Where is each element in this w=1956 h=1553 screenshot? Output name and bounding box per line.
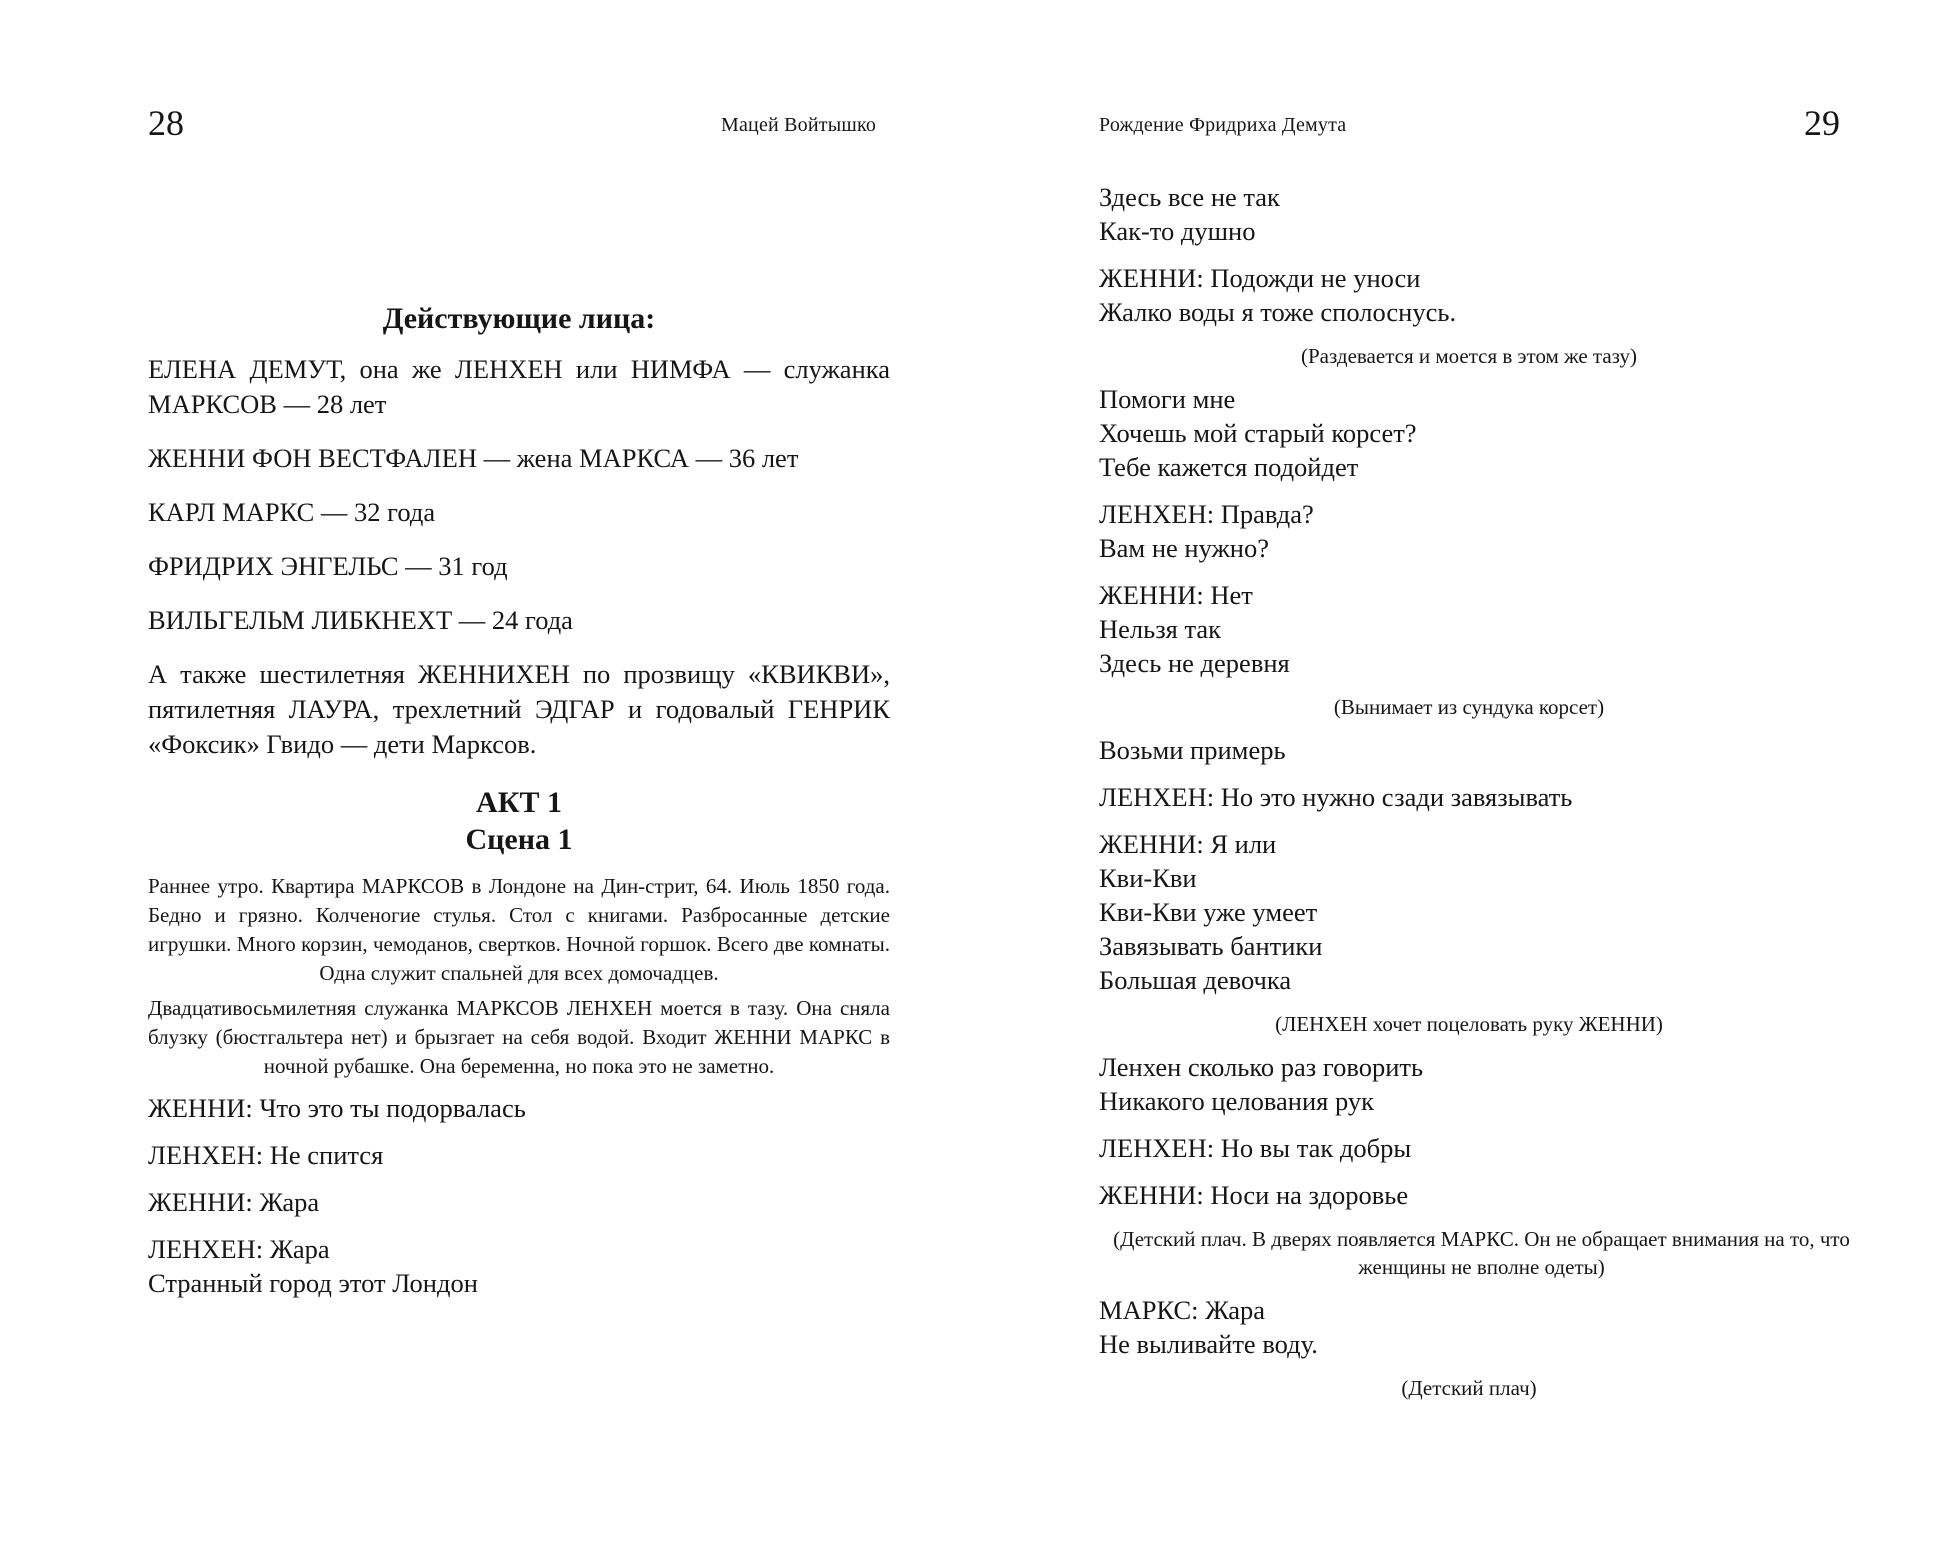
page-number: 29 bbox=[1804, 103, 1840, 143]
stage-direction: (ЛЕНХЕН хочет поцеловать руку ЖЕННИ) bbox=[1275, 1012, 1663, 1036]
cast-item: ЕЛЕНА ДЕМУТ, она же ЛЕНХЕН или НИМФА — служанка МАРКСОВ — 28 лет bbox=[148, 354, 890, 419]
act-title: АКТ 1 bbox=[476, 786, 562, 819]
dialogue-block bbox=[1099, 780, 1839, 814]
stage-direction: (Детский плач. В дверях появляется МАРКС. Он не обращает внимания на то, что женщины не вполне одеты) bbox=[1113, 1227, 1850, 1279]
dialogue-line: ЖЕННИ: Что это ты подорвалась bbox=[148, 1093, 526, 1123]
dialogue-line: ЛЕНХЕН: Правда? bbox=[1099, 499, 1314, 529]
dialogue-line: Никакого целования рук bbox=[1099, 1086, 1374, 1116]
stage-direction: Раннее утро. Квартира МАРКСОВ в Лондоне на Дин-стрит, 64. Июль 1850 года. Бедно и грязно. Колченогие стулья. Стол с книгами. Разбросанные детские игрушки. Много корзин, чемоданов, свертков. Ночной горшок. Всего две комнаты. Одна служит спальней для всех домочадцев. bbox=[148, 874, 890, 985]
dialogue-block bbox=[1099, 578, 1839, 680]
dialogue-block bbox=[1099, 1050, 1839, 1118]
dialogue-line: Как-то душно bbox=[1099, 216, 1256, 246]
act-scene-heading bbox=[148, 784, 890, 858]
dialogue-line: ЖЕННИ: Я или bbox=[1099, 829, 1277, 859]
dialogue-block bbox=[148, 1091, 890, 1125]
dialogue-line: Ленхен сколько раз говорить bbox=[1099, 1052, 1424, 1082]
dialogue-line: ЖЕННИ: Нет bbox=[1099, 580, 1253, 610]
dialogue-line: Нельзя так bbox=[1099, 614, 1222, 644]
right-page bbox=[978, 0, 1956, 1553]
dialogue-block bbox=[148, 1138, 890, 1172]
dialogue-block bbox=[1099, 497, 1839, 565]
dialogue-block bbox=[1099, 261, 1839, 329]
dialogue-line: Кви-Кви bbox=[1099, 863, 1197, 893]
dialogue-line: ЛЕНХЕН: Но вы так добры bbox=[1099, 1133, 1412, 1163]
page-number: 28 bbox=[148, 103, 184, 143]
dialogue-line: Вам не нужно? bbox=[1099, 533, 1269, 563]
dialogue-line: МАРКС: Жара bbox=[1099, 1295, 1265, 1325]
cast-item: ЖЕННИ ФОН ВЕСТФАЛЕН — жена МАРКСА — 36 лет bbox=[148, 443, 799, 473]
cast-item: ФРИДРИХ ЭНГЕЛЬС — 31 год bbox=[148, 551, 508, 581]
stage-direction: (Детский плач) bbox=[1401, 1376, 1537, 1400]
dialogue-line: ЖЕННИ: Жара bbox=[148, 1187, 320, 1217]
scene-title: Сцена 1 bbox=[465, 823, 573, 856]
cast-heading: Действующие лица: bbox=[382, 302, 656, 335]
dialogue-block bbox=[1099, 1293, 1839, 1361]
dialogue-line: Завязывать бантики bbox=[1099, 931, 1323, 961]
dialogue-line: ЛЕНХЕН: Но это нужно сзади завязывать bbox=[1099, 782, 1573, 812]
dialogue-line: Здесь не деревня bbox=[1099, 648, 1290, 678]
dialogue-line: Кви-Кви уже умеет bbox=[1099, 897, 1318, 927]
dialogue-block bbox=[1099, 1131, 1839, 1165]
dialogue-line: Большая девочка bbox=[1099, 965, 1292, 995]
dialogue-line: ЖЕННИ: Подожди не уноси bbox=[1099, 263, 1421, 293]
dialogue-block bbox=[1099, 1178, 1839, 1212]
left-column bbox=[148, 300, 890, 1313]
stage-direction: (Вынимает из сундука корсет) bbox=[1333, 695, 1605, 719]
dialogue-block bbox=[148, 1185, 890, 1219]
dialogue-line: Хочешь мой старый корсет? bbox=[1099, 418, 1417, 448]
running-head-author: Мацей Войтышко bbox=[721, 114, 877, 136]
dialogue-block bbox=[148, 1232, 890, 1300]
cast-item: А также шестилетняя ЖЕННИХЕН по прозвищу «КВИКВИ», пятилетняя ЛАУРА, трехлетний ЭДГАР и годовалый ГЕНРИК «Фоксик» Гвидо — дети Марксов. bbox=[148, 659, 890, 759]
dialogue-line: ЖЕННИ: Носи на здоровье bbox=[1099, 1180, 1409, 1210]
dialogue-line: Не выливайте воду. bbox=[1099, 1329, 1318, 1359]
dialogue-line: ЛЕНХЕН: Не спится bbox=[148, 1140, 384, 1170]
dialogue-line: Здесь все не так bbox=[1099, 182, 1280, 212]
dialogue-line: ЛЕНХЕН: Жара bbox=[148, 1234, 330, 1264]
dialogue-line: Тебе кажется подойдет bbox=[1099, 452, 1359, 482]
dialogue-line: Возьми примерь bbox=[1099, 735, 1286, 765]
dialogue-line: Помоги мне bbox=[1099, 384, 1236, 414]
dialogue-line: Странный город этот Лондон bbox=[148, 1268, 478, 1298]
dialogue-block bbox=[1099, 180, 1839, 248]
running-head-title: Рождение Фридриха Демута bbox=[1099, 114, 1347, 136]
dialogue-block bbox=[1099, 382, 1839, 484]
cast-item: ВИЛЬГЕЛЬМ ЛИБКНЕХТ — 24 года bbox=[148, 605, 573, 635]
dialogue-block bbox=[1099, 827, 1839, 997]
cast-item: КАРЛ МАРКС — 32 года bbox=[148, 497, 436, 527]
stage-direction: Двадцативосьмилетняя служанка МАРКСОВ ЛЕНХЕН моется в тазу. Она сняла блузку (бюстгальтера нет) и брызгает на себя водой. Входит ЖЕННИ МАРКС в ночной рубашке. Она беременна, но пока это не заметно. bbox=[148, 996, 890, 1078]
cast-list bbox=[148, 352, 890, 762]
right-column bbox=[1099, 180, 1850, 1414]
dialogue-line: Жалко воды я тоже сполоснусь. bbox=[1099, 297, 1457, 327]
dialogue-block bbox=[1099, 733, 1839, 767]
stage-direction: (Раздевается и моется в этом же тазу) bbox=[1301, 344, 1637, 368]
